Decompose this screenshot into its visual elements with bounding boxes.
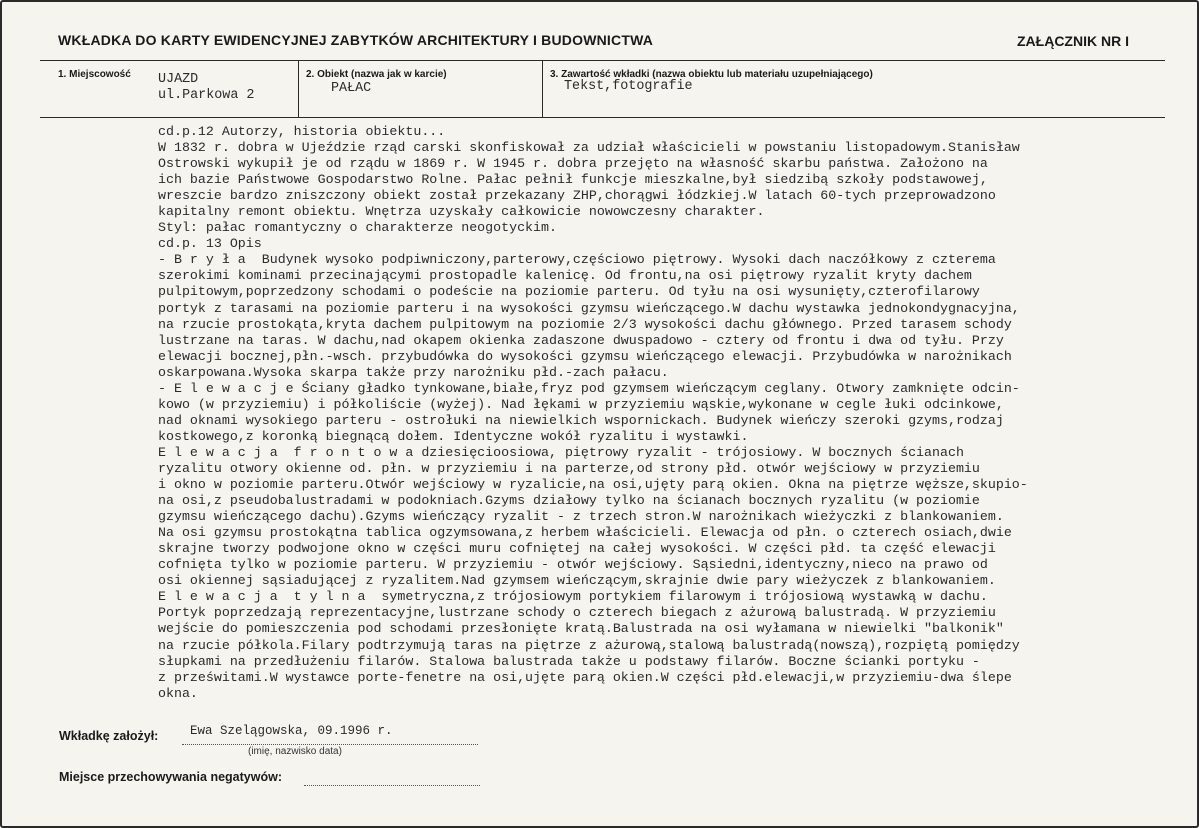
text-line: lustrzane na taras. W dachu,nad okapem okienka zadaszone dwuspadowo - cztery od frontu i dwa od tyłu. Przy	[158, 332, 1004, 348]
text-line: E l e w a c j a t y l n a symetryczna,z trójosiowym portykiem filarowym i trójosiową wystawką w dachu.	[158, 589, 988, 605]
text-line: wreszcie bardzo zniszczony obiekt został przekazany ZHP,chorągwi łódzkiej.W latach 60-tych przeprowadzono	[158, 188, 996, 204]
text-line: - B r y ł a Budynek wysoko podpiwniczony,parterowy,częściowo piętrowy. Wysoki dach naczółkowy z czterema	[158, 252, 996, 268]
location-line1: UJAZD	[158, 72, 199, 87]
field-divider-1	[298, 61, 299, 117]
text-line: E l e w a c j a f r o n t o w a dziesięcioosiowa, piętrowy ryzalit - trójosiowy. W bocznych ścianach	[158, 444, 964, 460]
text-line: ryzalitu otwory okienne od. płn. w przyziemiu i na parterze,od strony płd. otwór wejściowy w przyziemiu	[158, 460, 980, 476]
text-line: pulpitowym,poprzedzony schodami o podeście na poziomie parteru. Od tyłu na osi wysunięty,czterofilarowy	[158, 284, 980, 300]
text-line: cofnięta tylko w poziomie parteru. W przyziemiu - otwór wejściowy. Sąsiedni,identyczny,nieco na prawo od	[158, 557, 988, 573]
text-line: elewacji bocznej,płn.-wsch. przybudówka do wysokości gzymsu wieńczącego elewacji. Przybudówka w narożnikach	[158, 348, 1012, 364]
text-line: gzymsu wieńczącego dachu).Gzyms wieńczący ryzalit - z trzech stron.W narożnikach wieżyczki z blankowaniem.	[158, 509, 1004, 525]
text-line: osi okiennej sąsiadującej z ryzalitem.Nad gzymsem wieńczącym,skrajnie dwie pary wieżyczek z blankowaniem.	[158, 573, 996, 589]
author-caption: (imię, nazwisko data)	[248, 746, 342, 757]
text-line: Ostrowski wykupił je od rządu w 1869 r. W 1945 r. dobra przejęto na własność skarbu państwa. Założono na	[158, 156, 988, 172]
author-value: Ewa Szelągowska, 09.1996 r.	[190, 724, 393, 738]
text-line: - E l e w a c j e Ściany gładko tynkowane,białe,fryz pod gzymsem wieńczącym ceglany. Otwory zamknięte odcin-	[158, 380, 1020, 396]
text-line: Portyk poprzedzają reprezentacyjne,lustrzane schody o czterech biegach z ażurową balustradą. W przyziemiu	[158, 605, 996, 621]
text-line: portyk z tarasami na poziomie parteru i na wysokości gzymsu wieńczącego.W dachu wystawka jednokondygnacyjna,	[158, 300, 1020, 316]
text-line: ich bazie Państwowe Gospodarstwo Rolne. Pałac pełnił funkcje mieszkalne,był siedzibą szkoły podstawowej,	[158, 172, 988, 188]
text-line: słupkami na przedłużeniu filarów. Stalowa balustrada także u podstawy filarów. Boczne ścianki portyku -	[158, 653, 980, 669]
content-label: 3. Zawartość wkładki (nazwa obiektu lub materiału uzupełniającego)	[550, 69, 873, 80]
description-text	[158, 124, 1028, 702]
object-label: 2. Obiekt (nazwa jak w karcie)	[306, 69, 447, 80]
text-line: kowo (w przyziemiu) i półkoliście (wyżej). Nad łękami w przyziemiu wąskie,wykonane w cegle łuki odcinkowe,	[158, 396, 1004, 412]
text-line: kapitalny remont obiektu. Wnętrza uzyskały całkowicie nowowczesny charakter.	[158, 204, 765, 220]
text-line: skrajne tworzy podwojone okno w części muru cofniętej na całej wysokości. W części płd. ta część elewacji	[158, 541, 996, 557]
author-dotted-line	[182, 744, 478, 745]
text-line: wejście do pomieszczenia pod schodami przesłonięte kratą.Balustrada na osi wyłamana w niewielki "balkonik"	[158, 621, 1004, 637]
text-line: cd.p. 13 Opis	[158, 236, 262, 252]
text-line: Styl: pałac romantyczny o charakterze neogotyckim.	[158, 220, 557, 236]
text-line: W 1832 r. dobra w Ujeździe rząd carski skonfiskował za udział właścicieli w powstaniu listopadowym.Stanisław	[158, 140, 1020, 156]
negatives-dotted-line	[304, 785, 480, 786]
text-line: cd.p.12 Autorzy, historia obiektu...	[158, 124, 446, 139]
form-title: WKŁADKA DO KARTY EWIDENCYJNEJ ZABYTKÓW ARCHITEKTURY I BUDOWNICTWA	[58, 32, 654, 48]
fields-rule	[40, 117, 1165, 118]
text-line: na rzucie półkola.Filary podtrzymują taras na piętrze z ażurową,stalową balustradą(nowszą),rozpiętą pomiędzy	[158, 637, 1020, 653]
negatives-label: Miejsce przechowywania negatywów:	[59, 770, 282, 784]
text-line: Na osi gzymsu prostokątna tablica ogzymsowana,z herbem właścicieli. Elewacja od płn. o czterech osiach,dwie	[158, 525, 1012, 541]
annex-number: ZAŁĄCZNIK NR I	[1017, 33, 1129, 49]
location-label: 1. Miejscowość	[58, 69, 131, 80]
location-line2: ul.Parkowa 2	[158, 88, 255, 103]
author-label: Wkładkę założył:	[59, 729, 159, 743]
text-line: i okno w poziomie parteru.Otwór wejściowy w ryzalicie,na osi,ujęty parą okien. Okna na piętrze węższe,skupio-	[158, 477, 1028, 493]
text-line: okna.	[158, 685, 198, 701]
field-divider-2	[542, 61, 543, 117]
text-line: na rzucie prostokąta,kryta dachem pulpitowym na poziomie 2/3 wysokości dachu głównego. Przed tarasem schody	[158, 316, 1012, 332]
text-line: kostkowego,z koronką biegnącą dołem. Identyczne wokół ryzalitu i wystawki.	[158, 428, 749, 444]
text-line: z prześwitami.W wystawce porte-fenetre na osi,ujęte parą okien.W części płd.elewacji,w przyziemiu-dwa ślepe	[158, 669, 1012, 685]
object-value: PAŁAC	[331, 81, 372, 96]
content-value: Tekst,fotografie	[564, 79, 693, 94]
text-line: szerokimi kominami przecinającymi prostopadle kalenicę. Od frontu,na osi piętrowy ryzalit kryty dachem	[158, 268, 972, 284]
text-line: oskarpowana.Wysoka skarpa także przy narożniku płd.-zach pałacu.	[158, 364, 669, 380]
header-rule	[40, 60, 1165, 61]
text-line: na osi,z pseudobalustradami w podokniach.Gzyms działowy tylko na ścianach bocznych ryzalitu (w poziomie	[158, 493, 980, 509]
text-line: nad oknami wysokiego parteru - ostrołuki na niewielkich wspornickach. Budynek wieńczy szeroki gzyms,rodzaj	[158, 412, 1004, 428]
